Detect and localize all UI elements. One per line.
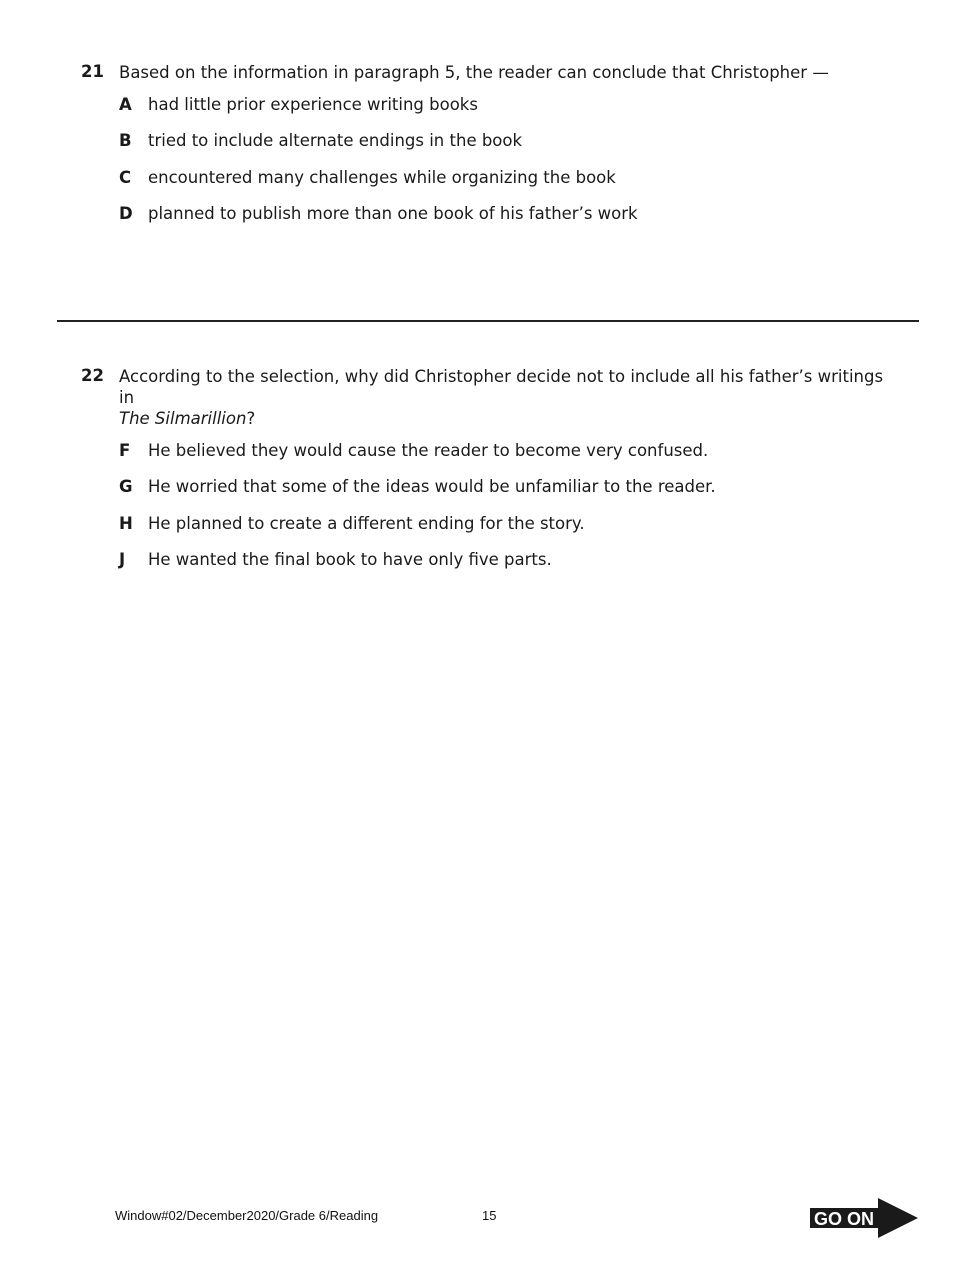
option-text: He planned to create a different ending for the story. [148,513,585,533]
question-number: 21 [81,62,104,81]
question-number: 22 [81,366,104,385]
go-on-arrow-icon [810,1198,920,1238]
answer-options [119,440,901,585]
answer-option-c[interactable] [119,167,901,203]
go-on-label: GO ON [814,1209,875,1229]
option-letter: J [119,549,126,569]
answer-option-j[interactable] [119,549,901,585]
question-mark: ? [246,409,256,428]
question-21 [81,62,901,239]
question-22 [81,366,901,585]
question-stem-text: According to the selection, why did Christopher decide not to include all his father’s writings in [119,367,884,407]
option-letter: A [119,95,132,114]
option-text: encountered many challenges while organizing the book [148,167,616,187]
answer-option-g[interactable] [119,476,901,512]
go-on-arrow[interactable] [810,1198,920,1238]
page-number: 15 [482,1208,497,1223]
answer-option-a[interactable] [119,94,901,130]
answer-options [119,94,901,239]
option-text: planned to publish more than one book of his father’s work [148,203,638,223]
option-letter: B [119,131,132,151]
answer-option-h[interactable] [119,513,901,549]
option-text: He worried that some of the ideas would be unfamiliar to the reader. [148,477,716,497]
answer-option-d[interactable] [119,203,901,239]
option-letter: F [119,441,131,460]
section-divider [57,320,919,322]
option-letter: C [119,167,132,187]
option-letter: H [119,513,133,533]
footer-source: Window#02/December2020/Grade 6/Reading [115,1208,379,1223]
option-text: tried to include alternate endings in the book [148,131,523,151]
option-letter: G [119,477,133,497]
option-letter: D [119,203,133,223]
book-title: The Silmarillion [119,409,247,428]
option-text: He believed they would cause the reader to become very confused. [148,441,709,460]
answer-option-b[interactable] [119,130,901,166]
question-stem [119,366,901,429]
question-stem: Based on the information in paragraph 5, the reader can conclude that Christopher — [119,63,829,82]
option-text: had little prior experience writing books [148,95,478,114]
option-text: He wanted the final book to have only five parts. [148,549,552,569]
answer-option-f[interactable] [119,440,901,476]
